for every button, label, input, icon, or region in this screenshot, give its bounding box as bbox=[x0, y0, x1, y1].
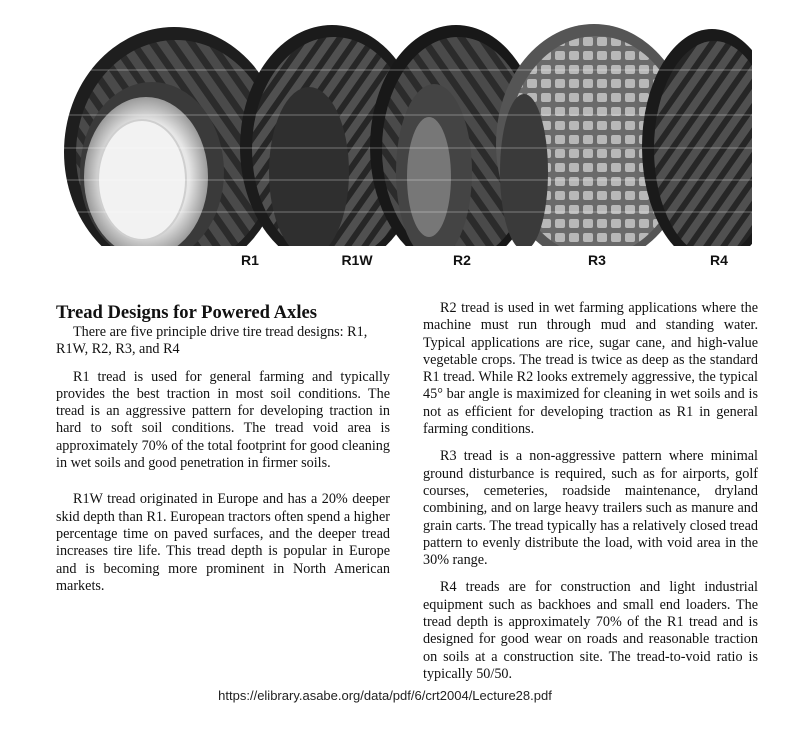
tire-label-r3: R3 bbox=[588, 252, 606, 268]
source-url: https://elibrary.asabe.org/data/pdf/6/crt2004/Lecture28.pdf bbox=[218, 688, 552, 703]
right-text-column bbox=[423, 300, 758, 683]
tire-label-r4: R4 bbox=[710, 252, 728, 268]
intro-paragraph: There are five principle drive tire tread designs: R1, R1W, R2, R3, and R4 bbox=[56, 324, 368, 358]
tire-tread-photo bbox=[64, 22, 752, 246]
section-heading: Tread Designs for Powered Axles bbox=[56, 302, 317, 323]
tire-label-r1: R1 bbox=[241, 252, 259, 268]
left-text-column bbox=[56, 302, 390, 595]
r1w-paragraph: R1W tread originated in Europe and has a 20% deeper skid depth than R1. European tractors often spend a higher percentage time on paved surfaces, and the deeper tread increases tire life. This tread depth is popular in Europe and is becoming more prominent in North American markets. bbox=[56, 491, 390, 594]
tire-label-r1w: R1W bbox=[341, 252, 373, 268]
tire-label-r2: R2 bbox=[453, 252, 471, 268]
r4-paragraph: R4 treads are for construction and light industrial equipment such as backhoes and small end loaders. The tread depth is approximately 70% of the R1 tread and is designed for good wear on roads and reasonable traction on soils at a construction site. The tread-to-void ratio is typically 50/50. bbox=[423, 579, 758, 682]
r3-paragraph: R3 tread is a non-aggressive pattern where minimal ground disturbance is required, such as for airports, golf courses, cemeteries, roadside maintenance, dryland combining, and on large heavy trailers such as manure and grain carts. The tread typically has a relatively closed tread pattern to evenly distribute the load, with void area in the 30% range. bbox=[423, 448, 758, 569]
r1-paragraph: R1 tread is used for general farming and typically provides the best traction in most soil conditions. The tread is an aggressive pattern for developing traction in hard to soft soil conditions. The tread void area is approximately 70% of the total footprint for good cleaning in wet soils and good penetration in firmer soils. bbox=[56, 368, 390, 472]
r2-paragraph: R2 tread is used in wet farming applications where the machine must run through mud and standing water. Typical applications are rice, sugar cane, and high-value vegetable crops. The tread is twice as deep as the standard R1 tread. While R2 looks extremely aggressive, the typical 45° bar angle is maximized for cleaning in wet soils and is not as efficient for developing traction as R1 in general farming conditions. bbox=[423, 300, 758, 438]
